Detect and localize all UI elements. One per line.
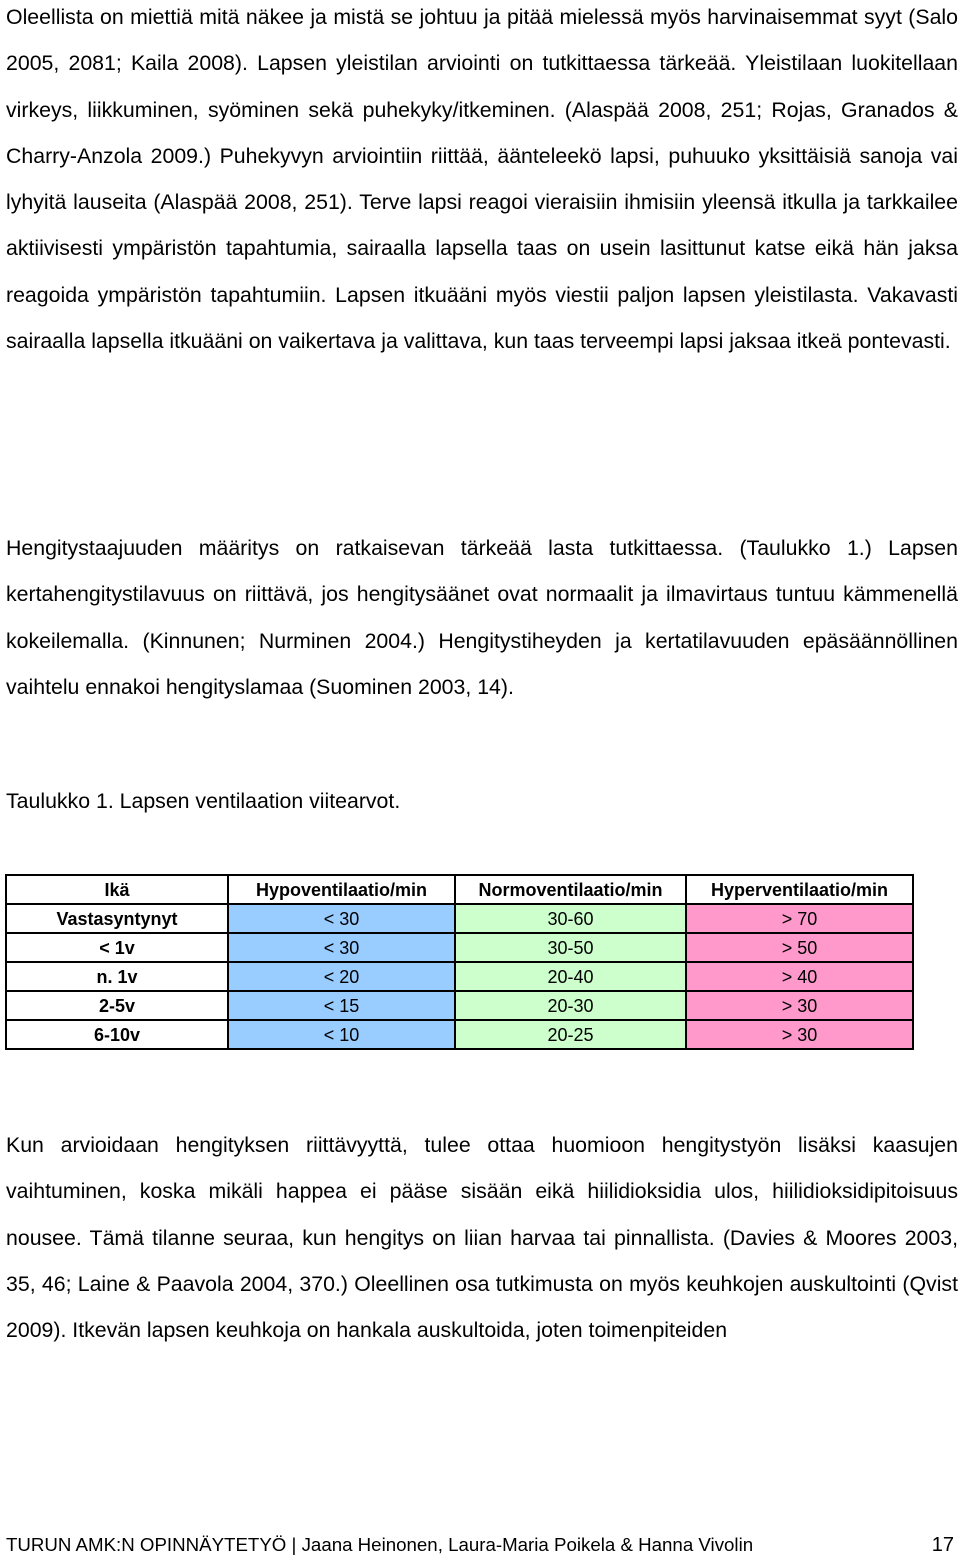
cell-normo: 20-30 xyxy=(455,991,686,1020)
header-normoventilation: Normoventilaatio/min xyxy=(455,875,686,904)
cell-hypo: < 30 xyxy=(228,933,455,962)
header-age: Ikä xyxy=(6,875,228,904)
table-row xyxy=(6,991,913,1020)
cell-hyper: > 30 xyxy=(686,1020,913,1049)
page-footer xyxy=(6,1531,954,1559)
cell-age: 6-10v xyxy=(6,1020,228,1049)
body-paragraph-3: Kun arvioidaan hengityksen riittävyyttä, tulee ottaa huomioon hengitystyön lisäksi kaasujen vaihtuminen, koska mikäli happea ei pääse sisään eikä hiilidioksidia ulos, hiilidioksidipitoisuus nousee. Tämä tilanne seuraa, kun hengitys on liian harvaa tai pinnallista. (Davies & Moores 2003, 35, 46; Laine & Paavola 2004, 370.) Oleellinen osa tutkimusta on myös keuhkojen auskultointi (Qvist 2009). Itkevän lapsen keuhkoja on hankala auskultoida, joten toimenpiteiden xyxy=(6,1133,958,1343)
cell-hyper: > 30 xyxy=(686,991,913,1020)
table-header-row xyxy=(6,875,913,904)
cell-hypo: < 20 xyxy=(228,962,455,991)
body-paragraph-2: Hengitystaajuuden määritys on ratkaisevan tärkeää lasta tutkittaessa. (Taulukko 1.) Lapsen kertahengitystilavuus on riittävä, jos hengitysäänet ovat normaalit ja ilmavirtaus tuntuu kämmenellä kokeilemalla. (Kinnunen; Nurminen 2004.) Hengitystiheyden ja kertatilavuuden epäsäännöllinen vaihtelu ennakoi hengityslamaa (Suominen 2003, 14). xyxy=(6,536,958,699)
table-row xyxy=(6,933,913,962)
cell-hyper: > 70 xyxy=(686,904,913,933)
cell-age: < 1v xyxy=(6,933,228,962)
cell-hypo: < 10 xyxy=(228,1020,455,1049)
cell-age: 2-5v xyxy=(6,991,228,1020)
body-paragraph-1: Oleellista on miettiä mitä näkee ja mistä se johtuu ja pitää mielessä myös harvinaisemmat syyt (Salo 2005, 2081; Kaila 2008). Lapsen yleistilan arviointi on tutkittaessa tärkeää. Yleistilaan luokitellaan virkeys, liikkuminen, syöminen sekä puhekyky/itkeminen. (Alaspää 2008, 251; Rojas, Granados & Charry-Anzola 2009.) Puhekyvyn arviointiin riittää, äänteleekö lapsi, puhuuko yksittäisiä sanoja vai lyhyitä lauseita (Alaspää 2008, 251). Terve lapsi reagoi vieraisiin ihmisiin yleensä itkulla ja tarkkailee aktiivisesti ympäristön tapahtumia, sairaalla lapsella taas on usein lasittunut katse eikä hän jaksa reagoida ympäristön tapahtumiin. Lapsen itkuääni myös viestii paljon lapsen yleistilasta. Vakavasti sairaalla lapsella itkuääni on vaikertava ja valittava, kun taas terveempi lapsi jaksaa itkeä pontevasti. xyxy=(6,5,958,354)
cell-hypo: < 30 xyxy=(228,904,455,933)
cell-hypo: < 15 xyxy=(228,991,455,1020)
header-hyperventilation: Hyperventilaatio/min xyxy=(686,875,913,904)
cell-age: n. 1v xyxy=(6,962,228,991)
footer-text: TURUN AMK:N OPINNÄYTETYÖ | Jaana Heinonen, Laura-Maria Poikela & Hanna Vivolin xyxy=(6,1534,754,1555)
cell-hyper: > 50 xyxy=(686,933,913,962)
table-row xyxy=(6,904,913,933)
cell-normo: 30-50 xyxy=(455,933,686,962)
cell-hyper: > 40 xyxy=(686,962,913,991)
cell-age: Vastasyntynyt xyxy=(6,904,228,933)
table-row xyxy=(6,1020,913,1049)
cell-normo: 30-60 xyxy=(455,904,686,933)
ventilation-reference-table xyxy=(5,874,914,1050)
page-number: 17 xyxy=(931,1534,954,1556)
header-hypoventilation: Hypoventilaatio/min xyxy=(228,875,455,904)
cell-normo: 20-25 xyxy=(455,1020,686,1049)
table-row xyxy=(6,962,913,991)
table-caption: Taulukko 1. Lapsen ventilaation viitearvot. xyxy=(6,789,401,813)
cell-normo: 20-40 xyxy=(455,962,686,991)
